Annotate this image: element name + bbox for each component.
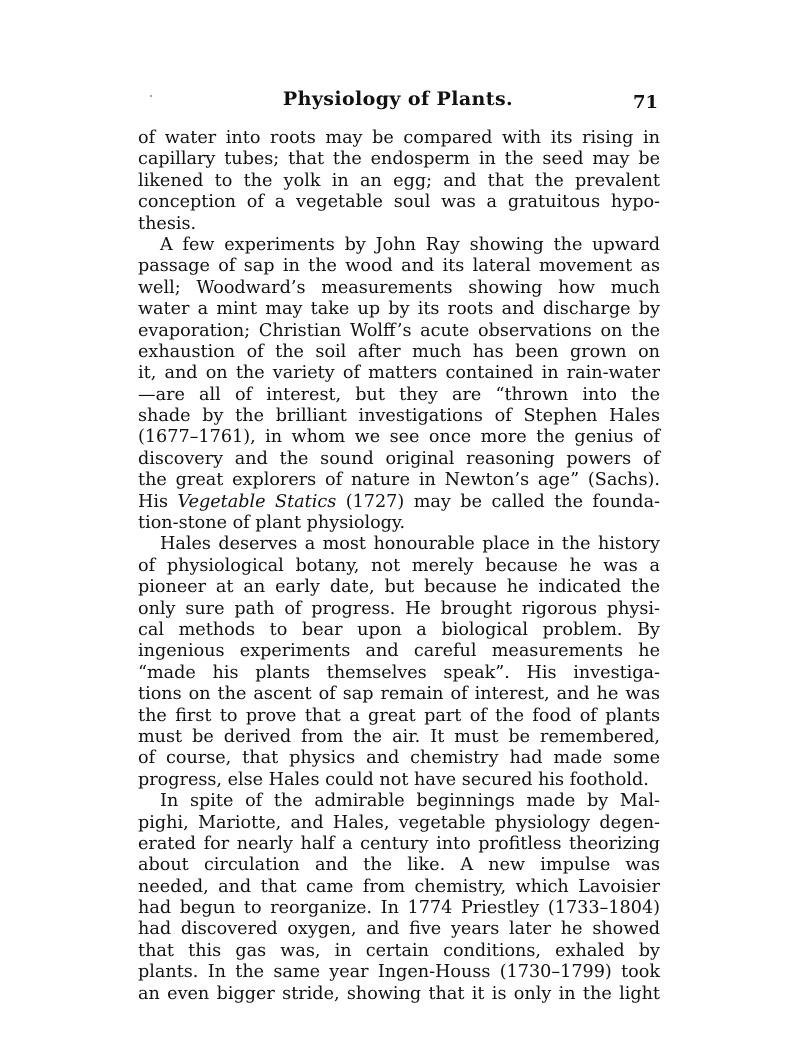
text-line: that this gas was, in certain conditions, exhaled by — [138, 940, 660, 961]
text-line: Hales deserves a most honourable place in the history — [160, 534, 660, 555]
running-head — [138, 86, 658, 116]
text-line: an even bigger stride, showing that it is only in the light — [138, 983, 660, 1004]
text-line: thesis. — [138, 213, 197, 234]
text-line: only sure path of progress. He brought rigorous physi- — [138, 598, 660, 619]
text-line: the first to prove that a great part of the food of plants — [138, 705, 660, 726]
text-line: “made his plants themselves speak”. His investiga- — [138, 662, 660, 683]
body-text — [138, 128, 660, 1005]
text-line: capillary tubes; that the endosperm in the seed may be — [138, 149, 660, 170]
text-line: erated for nearly half a century into profitless theorizing — [138, 833, 660, 854]
text-line: water a mint may take up by its roots and discharge by — [138, 299, 660, 320]
text-line: of course, that physics and chemistry had made some — [138, 748, 660, 769]
text-line: exhaustion of the soil after much has been grown on — [138, 341, 660, 362]
text-line: of physiological botany, not merely because he was a — [138, 555, 660, 576]
text-line: shade by the brilliant investigations of Stephen Hales — [138, 406, 660, 427]
text-line: needed, and that came from chemistry, which Lavoisier — [138, 876, 660, 897]
text-line: A few experiments by John Ray showing the upward — [160, 234, 660, 255]
page-number: 71 — [632, 92, 658, 113]
text-line: had discovered oxygen, and five years later he showed — [138, 919, 660, 940]
text-segment: His — [138, 491, 168, 512]
text-line: had begun to reorganize. In 1774 Priestley (1733–1804) — [138, 898, 660, 919]
text-line: about circulation and the like. A new impulse was — [138, 855, 660, 876]
text-segment: (1727) may be called the founda- — [345, 491, 660, 512]
text-line: —are all of interest, but they are “thrown into the — [138, 384, 660, 405]
text-line: (1677–1761), in whom we see once more the genius of — [138, 427, 660, 448]
text-line: cal methods to bear upon a biological problem. By — [138, 619, 660, 640]
text-line: pighi, Mariotte, and Hales, vegetable physiology degen- — [138, 812, 660, 833]
text-line: likened to the yolk in an egg; and that the prevalent — [138, 170, 660, 191]
text-line: must be derived from the air. It must be remembered, — [138, 726, 660, 747]
text-line: pioneer at an early date, but because he indicated the — [138, 577, 660, 598]
text-line — [138, 492, 660, 513]
text-line: progress, else Hales could not have secured his foothold. — [138, 769, 649, 790]
text-line: discovery and the sound original reasoning powers of — [138, 448, 660, 469]
text-line: tion-stone of plant physiology. — [138, 513, 406, 534]
text-line: well; Woodward’s measurements showing how much — [138, 277, 660, 298]
text-line: tions on the ascent of sap remain of interest, and he was — [138, 684, 660, 705]
text-line: evaporation; Christian Wolff’s acute observations on the — [138, 320, 660, 341]
text-line: passage of sap in the wood and its lateral movement as — [138, 256, 660, 277]
text-line: plants. In the same year Ingen-Houss (1730–1799) took — [138, 962, 660, 983]
text-line: conception of a vegetable soul was a gratuitous hypo- — [138, 192, 660, 213]
text-line: of water into roots may be compared with its rising in — [138, 128, 660, 148]
text-line: ingenious experiments and careful measurements he — [138, 641, 660, 662]
text-line: the great explorers of nature in Newton’s age” (Sachs). — [138, 470, 660, 491]
running-title: Physiology of Plants. — [282, 88, 514, 110]
text-line: In spite of the admirable beginnings made by Mal- — [160, 791, 660, 812]
text-line: it, and on the variety of matters contained in rain-water — [138, 363, 660, 384]
book-title-italic: Vegetable Statics — [177, 491, 337, 512]
